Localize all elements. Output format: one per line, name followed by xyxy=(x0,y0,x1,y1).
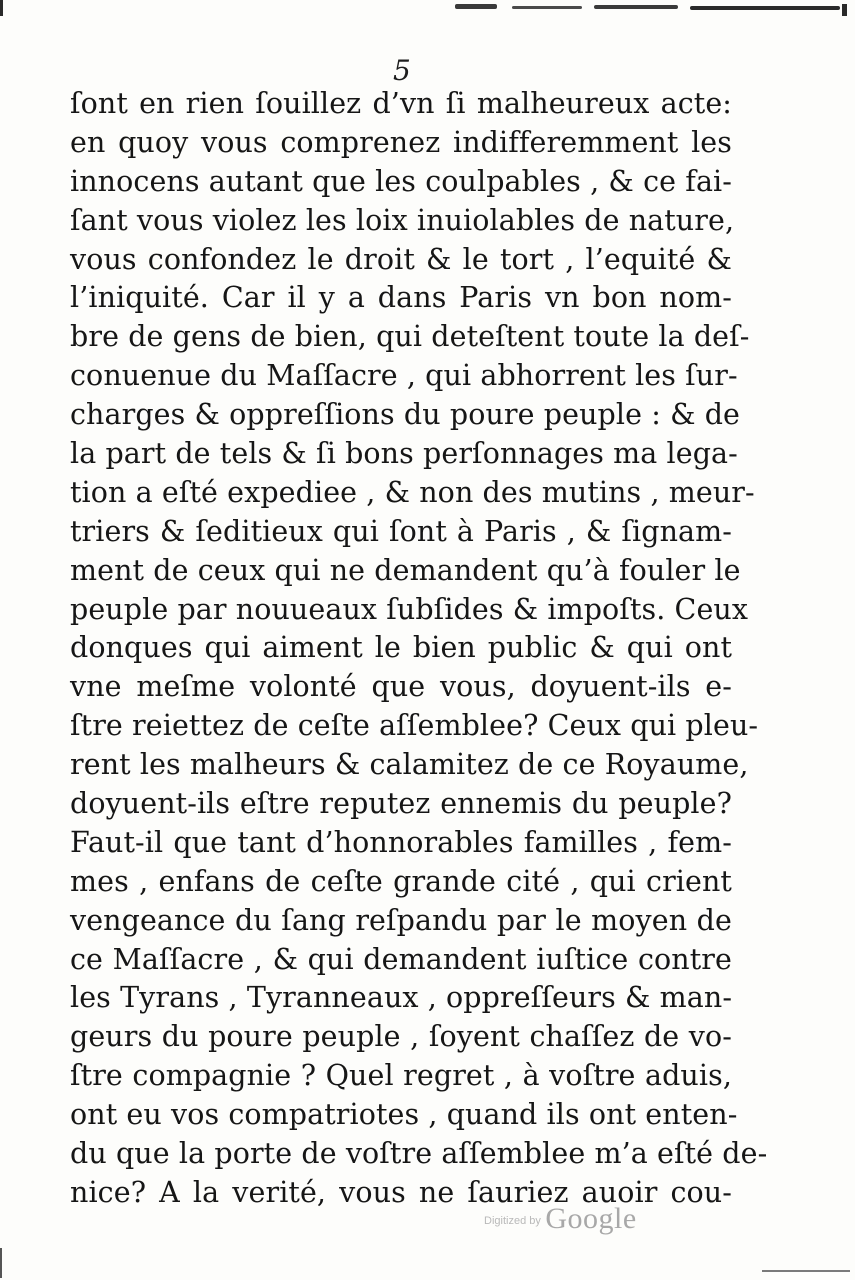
text-line: nice? A la verité, vous ne ſauriez auoir cou- xyxy=(70,1175,732,1209)
text-line: charges & oppreſſions du poure peuple : & de xyxy=(70,398,741,432)
text-line: ont eu vos compatriotes , quand ils ont enten- xyxy=(70,1098,738,1132)
text-line: Faut-il que tant d’honnorables familles , fem- xyxy=(70,825,732,859)
text-line: peuple par nouueaux ſubſides & impoſts. Ceux xyxy=(70,592,749,626)
text-line: l’iniquité. Car il y a dans Paris vn bon nom- xyxy=(70,281,732,315)
text-line: ſant vous violez les loix inuiolables de nature, xyxy=(70,203,735,237)
text-line: ſtre compagnie ? Quel regret , à voſtre aduis, xyxy=(70,1059,732,1093)
body-text xyxy=(70,85,768,1213)
page-number: 5 xyxy=(393,54,411,87)
text-line: bre de gens de bien, qui deteſtent toute la deſ- xyxy=(70,320,750,354)
text-line: ſtre reiettez de ceſte aſſemblee? Ceux qui pleu- xyxy=(70,709,759,743)
text-line: du que la porte de voſtre aſſemblee m’a eſté de- xyxy=(70,1137,768,1171)
text-line: ſont en rien ſouillez d’vn ſi malheureux acte: xyxy=(70,87,732,120)
text-line: en quoy vous comprenez indifferemment les xyxy=(70,125,732,159)
text-line: innocens autant que les coulpables , & ce fai- xyxy=(70,164,732,198)
text-line: vous confondez le droit & le tort , l’equité & xyxy=(70,242,732,276)
text-line: conuenue du Maſſacre , qui abhorrent les ſur- xyxy=(70,359,738,393)
text-line: ce Maſſacre , & qui demandent iuſtice contre xyxy=(70,942,732,976)
text-line: doyuent-ils eſtre reputez ennemis du peuple? xyxy=(70,787,732,821)
text-line: donques qui aiment le bien public & qui ont xyxy=(70,631,732,665)
text-line: tion a eſté expediee , & non des mutins , meur- xyxy=(70,475,755,509)
text-line: la part de tels & ſi bons perſonnages ma lega- xyxy=(70,437,738,471)
text-line: mes , enfans de ceſte grande cité , qui crient xyxy=(70,864,732,898)
top-edge-bleed-through xyxy=(0,0,855,20)
text-line: rent les malheurs & calamitez de ce Royaume, xyxy=(70,748,749,782)
text-line: ment de ceux qui ne demandent qu’à fouler le xyxy=(70,553,741,587)
bottom-edge-marks xyxy=(0,1240,855,1280)
watermark-prefix: Digitized by xyxy=(484,1215,541,1227)
text-line: triers & ſeditieux qui ſont à Paris , & ſignam- xyxy=(70,514,732,548)
digitization-watermark xyxy=(484,1202,637,1236)
text-line: geurs du poure peuple , ſoyent chaſſez de vo- xyxy=(70,1020,732,1054)
text-line: vne meſme volonté que vous, doyuent-ils e- xyxy=(70,670,732,704)
text-line: vengeance du ſang reſpandu par le moyen de xyxy=(70,903,732,937)
google-logo: Google xyxy=(545,1202,637,1235)
text-line: les Tyrans , Tyranneaux , oppreſſeurs & man- xyxy=(70,981,733,1015)
